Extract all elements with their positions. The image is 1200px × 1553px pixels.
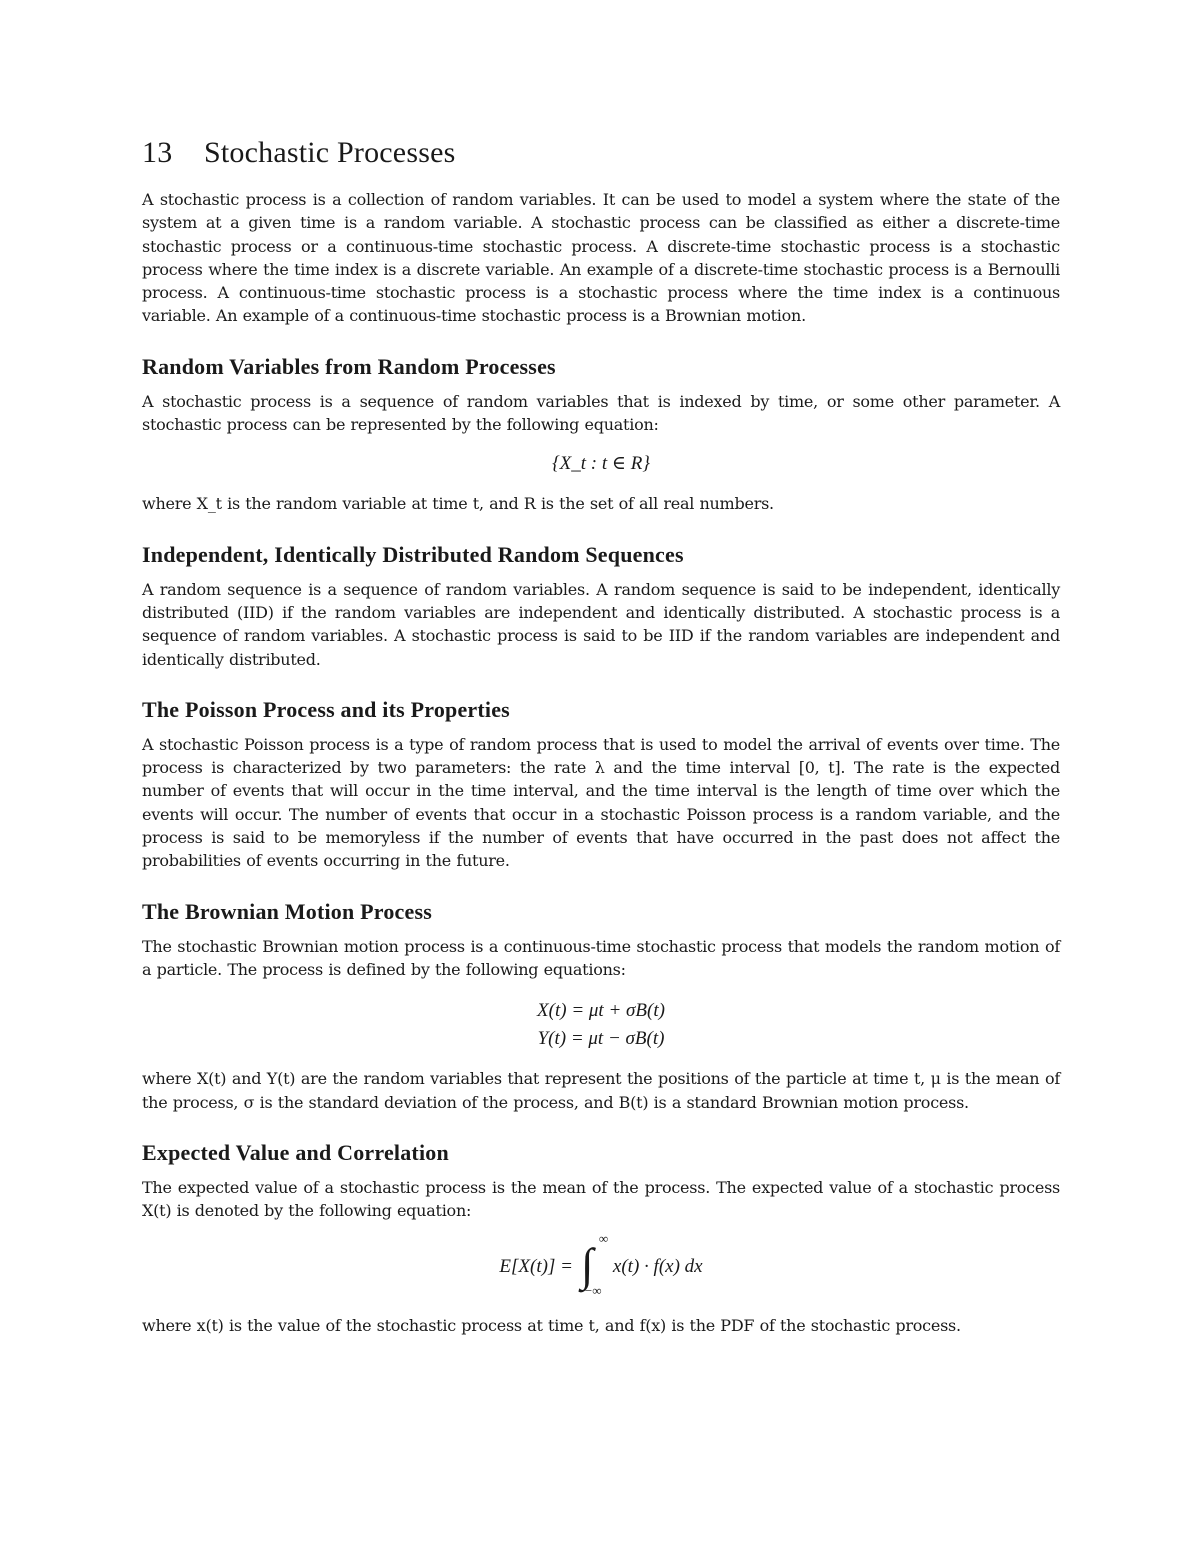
section-after-brownian: where X(t) and Y(t) are the random variables that represent the positions of the particle at time t, μ is the mean of the process, σ is the standard deviation of the process, and B(t) is a standard Brownian motion process. — [142, 1069, 1060, 1112]
section-title-random-variables: Random Variables from Random Processes — [142, 353, 556, 379]
equation-brownian-y: Y(t) = μt − σB(t) — [537, 1028, 665, 1050]
expected-value-rhs: x(t) · f(x) dx — [612, 1256, 703, 1278]
section-after-expected-value: where x(t) is the value of the stochastic process at time t, and f(x) is the PDF of the stochastic process. — [142, 1316, 961, 1336]
integral-lower-limit: −∞ — [584, 1283, 602, 1299]
integral-upper-limit: ∞ — [598, 1231, 609, 1247]
integral-sign — [580, 1231, 609, 1299]
section-title-poisson: The Poisson Process and its Properties — [142, 696, 510, 722]
section-paragraph-poisson: A stochastic Poisson process is a type of random process that is used to model the arrival of events over time. The process is characterized by two parameters: the rate λ and the time interval [0, t]. The rate is the expected number of events that will occur in the time interval, and the time interval is the length of time over which the events will occur. The number of events that occur in a stochastic Poisson process is a random variable, and the process is said to be memoryless if the number of events that have occurred in the past does not affect the probabilities of events occurring in the future. — [142, 734, 1060, 871]
chapter-number: 13 — [142, 136, 173, 169]
equation-expected-value — [142, 1232, 1060, 1302]
chapter-title — [142, 136, 1060, 170]
equation-stochastic-set: {X_t : t ∈ R} — [552, 453, 650, 475]
document-page — [142, 128, 1060, 1338]
section-title-brownian: The Brownian Motion Process — [142, 898, 432, 924]
section-paragraph-random-variables: A stochastic process is a sequence of random variables that is indexed by time, or some other parameter. A stochastic process can be represented by the following equation: — [142, 391, 1060, 435]
section-paragraph-expected-value: The expected value of a stochastic process is the mean of the process. The expected value of a stochastic process X(t) is denoted by the following equation: — [142, 1177, 1060, 1221]
section-paragraph-brownian: The stochastic Brownian motion process is a continuous-time stochastic process that models the random motion of a particle. The process is defined by the following equations: — [142, 936, 1060, 979]
expected-value-lhs: E[X(t)] = — [499, 1256, 573, 1278]
section-after-random-variables: where X_t is the random variable at time t, and R is the set of all real numbers. — [142, 494, 774, 514]
chapter-title-text: Stochastic Processes — [204, 136, 456, 169]
section-paragraph-iid: A random sequence is a sequence of random variables. A random sequence is said to be independent, identically distributed (IID) if the random variables are independent and identically distributed. A stochastic process is a sequence of random variables. A stochastic process is said to be IID if the random variables are independent and identically distributed. — [142, 579, 1060, 669]
section-title-iid: Independent, Identically Distributed Random Sequences — [142, 541, 684, 567]
brownian-equations — [142, 997, 1060, 1053]
integral-glyph: ∫ — [580, 1239, 594, 1291]
equation-brownian-x: X(t) = μt + σB(t) — [537, 1000, 665, 1022]
intro-paragraph: A stochastic process is a collection of random variables. It can be used to model a system where the state of the system at a given time is a random variable. A stochastic process can be classified as either a discrete-time stochastic process or a continuous-time stochastic process. A discrete-time stochastic process is a stochastic process where the time index is a discrete variable. An example of a discrete-time stochastic process is a Bernoulli process. A continuous-time stochastic process is a stochastic process where the time index is a continuous variable. An example of a continuous-time stochastic process is a Brownian motion. — [142, 190, 1060, 326]
section-title-expected-value: Expected Value and Correlation — [142, 1139, 449, 1165]
